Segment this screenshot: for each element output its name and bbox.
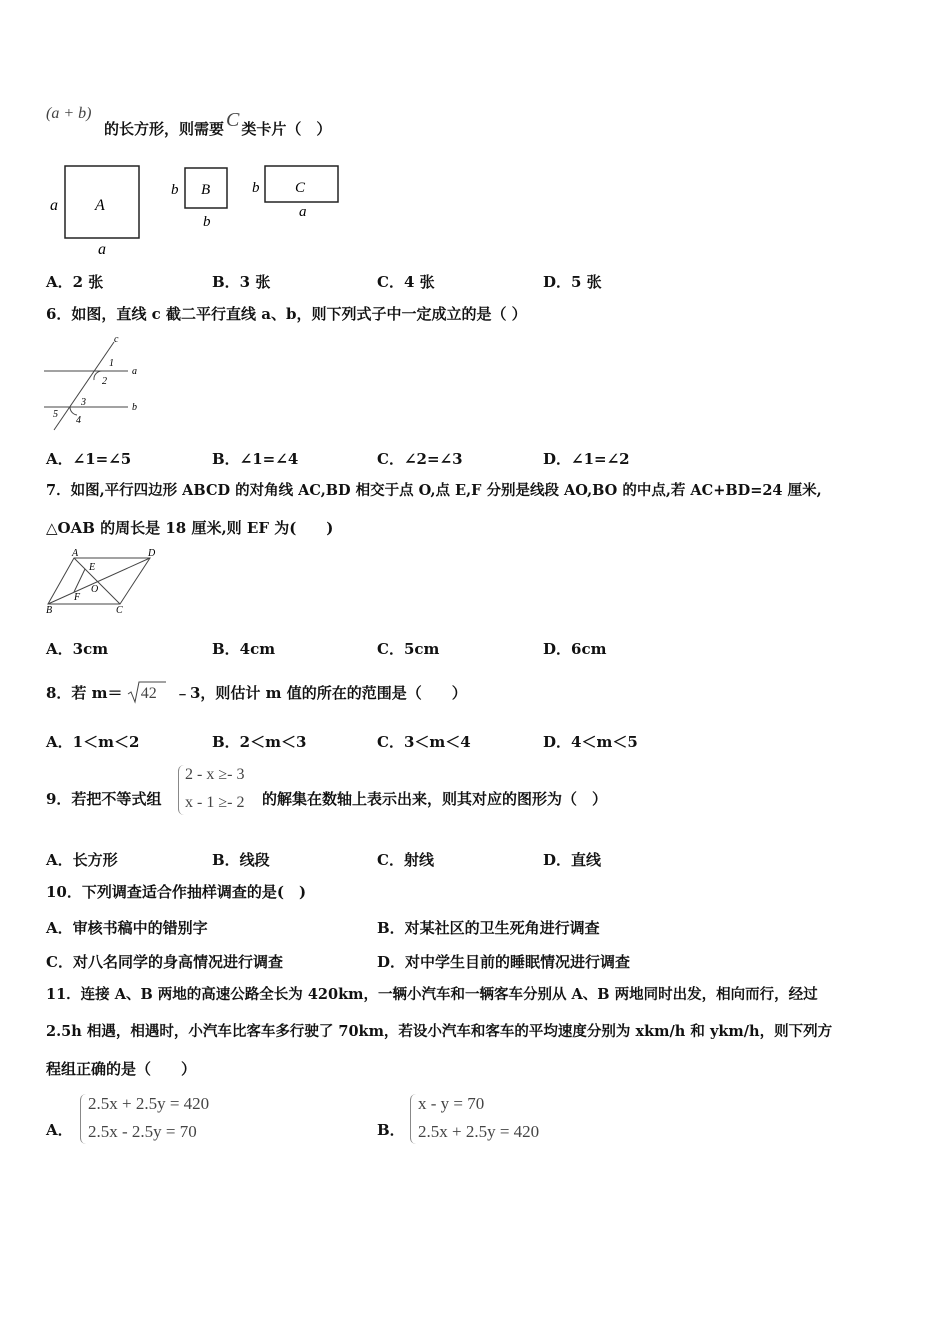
svg-text:a: a [132, 366, 137, 377]
svg-text:a: a [98, 241, 106, 258]
q9-option-c: C．射线 [377, 851, 434, 869]
q9-stem-pre: 9．若把不等式组 [46, 790, 162, 808]
q11-option-a-brace [80, 1094, 87, 1144]
q8-option-b: B．2＜m＜3 [212, 733, 307, 751]
q5-stem: 的长方形，则需要 C 类卡片（ ） [104, 109, 332, 138]
q9-ineq2: x - 1 ≥- 2 [185, 794, 245, 811]
q11-option-b-eq1: x - y = 70 [418, 1094, 485, 1113]
svg-text:b: b [252, 180, 260, 196]
q11-option-a-eq1: 2.5x + 2.5y = 420 [88, 1094, 210, 1113]
svg-text:b: b [171, 182, 179, 198]
q7-stem-line1: 7．如图,平行四边形 ABCD 的对角线 AC,BD 相交于点 O,点 E,F 分别是线段 AO,BO 的中点,若 AC+BD=24 厘米, [46, 482, 822, 499]
q11-option-a-eq2: 2.5x - 2.5y = 70 [88, 1122, 197, 1141]
q9-option-d: D．直线 [543, 851, 602, 869]
q9-brace [178, 765, 185, 815]
q6-option-a: A．∠1=∠5 [46, 450, 132, 468]
card-a-label: A [95, 197, 105, 214]
q6-option-d: D．∠1=∠2 [543, 450, 630, 468]
svg-text:a: a [299, 204, 307, 220]
q5-math-prefix: (a + b) [46, 105, 92, 122]
q11-option-a: A． [46, 1121, 73, 1139]
q10-option-c: C．对八名同学的身高情况进行调查 [46, 953, 283, 971]
q10-option-b: B．对某社区的卫生死角进行调查 [377, 919, 600, 937]
q9-stem-post: 的解集在数轴上表示出来，则其对应的图形为（ ） [262, 790, 608, 808]
svg-text:4: 4 [76, 415, 81, 426]
svg-text:c: c [114, 334, 119, 345]
q5-option-d: D．5 张 [543, 273, 602, 291]
q7-option-b: B．4cm [212, 640, 276, 658]
q8-option-d: D．4＜m＜5 [543, 733, 638, 751]
q11-stem-line2: 2.5h 相遇，相遇时，小汽车比客车多行驶了 70km，若设小汽车和客车的平均速度分别为 xkm/h 和 ykm/h，则下列方 [46, 1023, 833, 1040]
q9-option-a: A．长方形 [46, 851, 118, 869]
svg-text:A: A [72, 548, 79, 559]
q10-option-a: A．审核书稿中的错别字 [46, 919, 208, 937]
svg-text:B: B [46, 605, 53, 616]
svg-text:5: 5 [53, 409, 58, 420]
q6-option-b: B．∠1=∠4 [212, 450, 299, 468]
q10-option-d: D．对中学生目前的睡眠情况进行调查 [377, 953, 631, 971]
q6-option-c: C．∠2=∠3 [377, 450, 463, 468]
q11-stem-line3: 程组正确的是（ ） [46, 1060, 197, 1078]
svg-text:2: 2 [102, 376, 107, 387]
q9-option-b: B．线段 [212, 851, 270, 869]
svg-text:1: 1 [109, 358, 114, 369]
q8-stem: 8．若 m＝ 42 ﹣3，则估计 m 值的所在的范围是（ ） [46, 684, 467, 702]
q6-stem: 6．如图，直线 c 截二平行直线 a、b，则下列式子中一定成立的是（ ） [46, 305, 527, 323]
q11-option-b: B． [377, 1121, 405, 1139]
svg-text:3: 3 [81, 397, 86, 408]
q11-stem-line1: 11．连接 A、B 两地的高速公路全长为 420km，一辆小汽车和一辆客车分别从 A、B 两地同时出发，相向而行，经过 [46, 986, 818, 1003]
q11-option-b-eq2: 2.5x + 2.5y = 420 [418, 1122, 540, 1141]
svg-text:C: C [116, 605, 123, 616]
q11-option-b-brace [410, 1094, 417, 1144]
q7-parallelogram-figure [44, 548, 164, 618]
svg-text:O: O [91, 584, 99, 595]
svg-text:D: D [148, 548, 156, 559]
q5-option-c: C．4 张 [377, 273, 435, 291]
svg-text:F: F [74, 592, 81, 603]
card-c-label: C [295, 180, 306, 196]
q7-option-d: D．6cm [543, 640, 607, 658]
q10-stem: 10．下列调查适合作抽样调查的是( ) [46, 883, 307, 901]
q5-option-b: B．3 张 [212, 273, 271, 291]
q5-option-a: A．2 张 [46, 273, 104, 291]
q7-stem-line2: △OAB 的周长是 18 厘米,则 EF 为( ) [46, 519, 334, 537]
q5-math-c: C [226, 109, 240, 131]
svg-text:b: b [132, 402, 137, 413]
q5-card-figure [44, 158, 354, 258]
svg-text:E: E [89, 562, 96, 573]
q7-option-c: C．5cm [377, 640, 440, 658]
q8-option-a: A．1＜m＜2 [46, 733, 140, 751]
q8-option-c: C．3＜m＜4 [377, 733, 471, 751]
q6-parallel-lines-figure [44, 336, 144, 432]
card-a-side: a [50, 197, 58, 214]
svg-text:b: b [203, 214, 211, 230]
q5-stem-line [46, 104, 91, 123]
q7-option-a: A．3cm [46, 640, 109, 658]
card-b-label: B [201, 182, 211, 198]
q9-ineq1: 2 - x ≥- 3 [185, 766, 245, 783]
